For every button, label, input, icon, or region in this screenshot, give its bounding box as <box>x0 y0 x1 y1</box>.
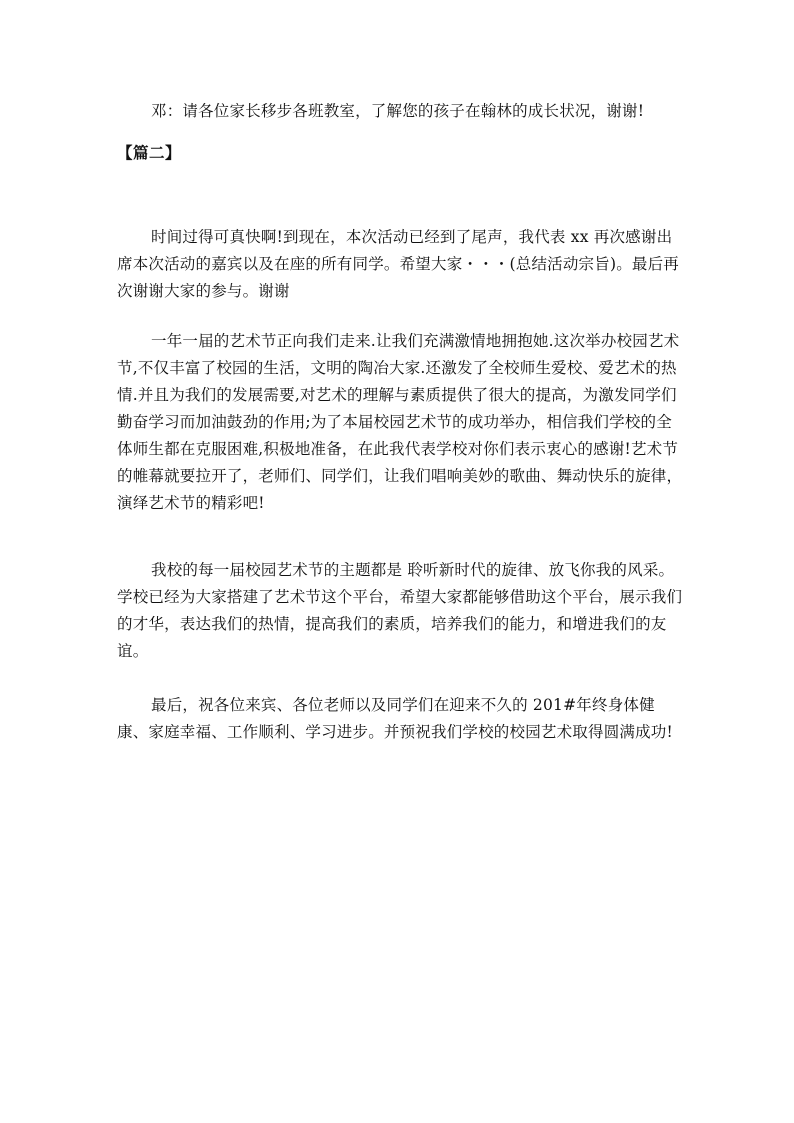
paragraph-closing-thanks: 时间过得可真快啊!到现在，本次活动已经到了尾声，我代表 xx 再次感谢出席本次活动的嘉宾以及在座的所有同学。希望大家・・・(总结活动宗旨)。最后再次谢谢大家的参与。谢谢 <box>117 228 679 300</box>
paragraph-final-wishes: 最后，祝各位来宾、各位老师以及同学们在迎来不久的 201#年终身体健康、家庭幸福、工作顺利、学习进步。并预祝我们学校的校园艺术取得圆满成功! <box>117 696 673 741</box>
paragraph-art-festival-intro: 一年一届的艺术节正向我们走来.让我们充满激情地拥抱她.这次举办校园艺术节,不仅丰富了校园的生活，文明的陶冶大家.还激发了全校师生爱校、爱艺术的热情.并且为我们的发展需要,对艺术的理解与素质提供了很大的提高，为激发同学们勤奋学习而加油鼓劲的作用;为了本届校园艺术节的成功举办，相信我们学校的全体师生都在克服困难,积极地准备，在此我代表学校对你们表示衷心的感谢!艺术节的帷幕就要拉开了，老师们、同学们，让我们唱响美妙的歌曲、舞动快乐的旋律，演绎艺术节的精彩吧! <box>117 332 683 512</box>
closing-remark-paragraph: 邓：请各位家长移步各班教室，了解您的孩子在翰林的成长状况，谢谢! <box>151 102 645 120</box>
paragraph-festival-theme: 我校的每一届校园艺术节的主题都是 聆听新时代的旋律、放飞你我的风采。学校已经为大家搭建了艺术节这个平台，希望大家都能够借助这个平台，展示我们的才华，表达我们的热情，提高我们的素质，培养我们的能力，和增进我们的友谊。 <box>117 561 683 660</box>
section-heading: 【篇二】 <box>117 143 182 162</box>
